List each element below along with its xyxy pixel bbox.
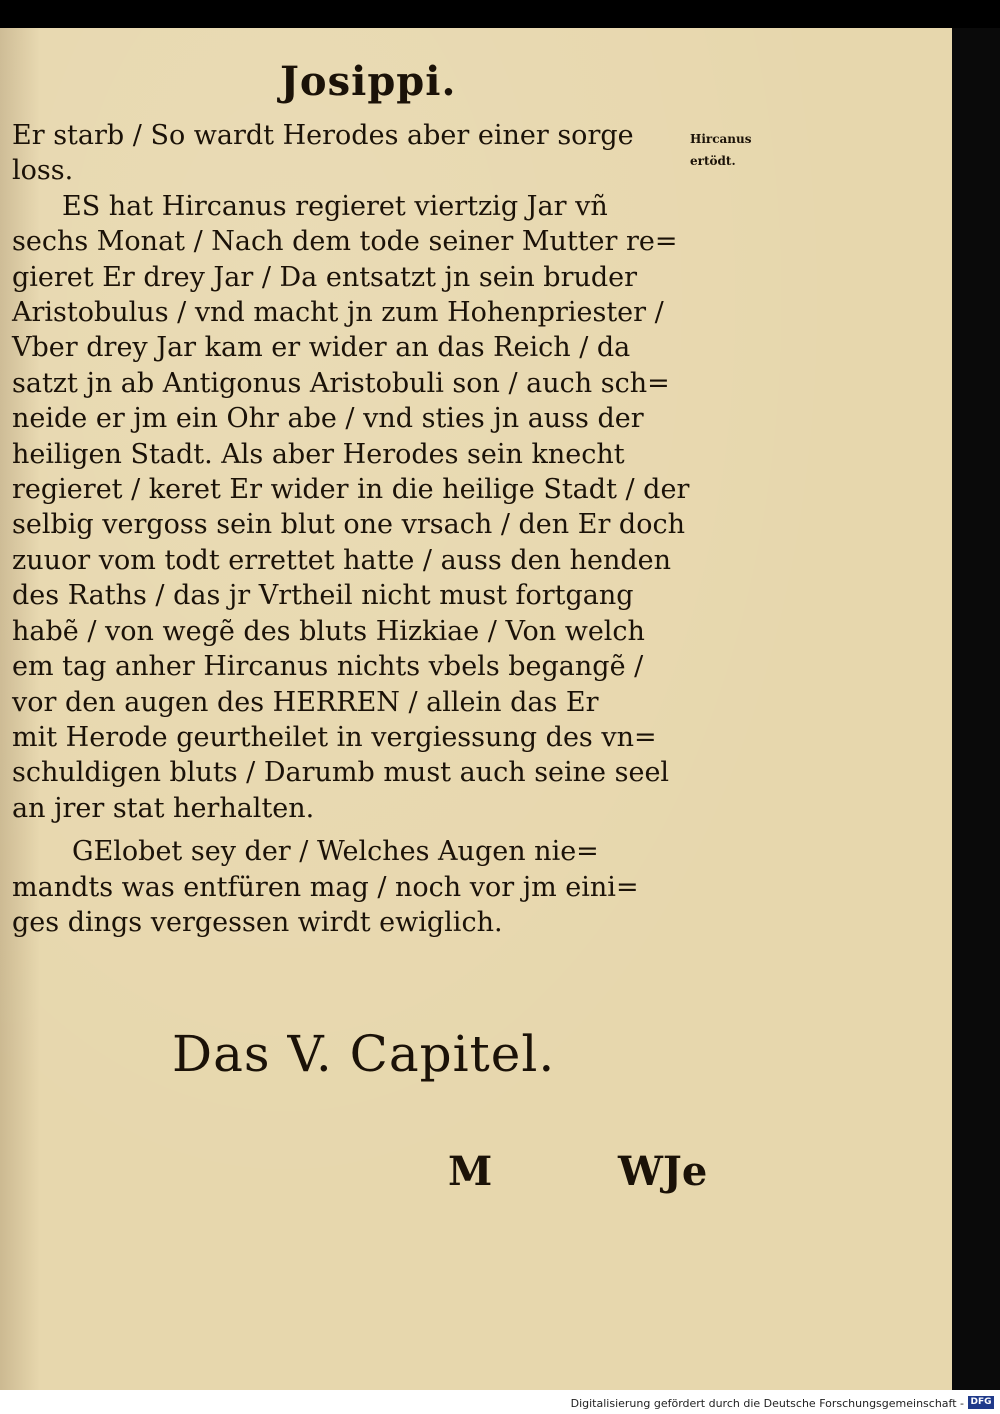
margin-note-line: ertödt. [690, 154, 736, 168]
text-line: habẽ / von wegẽ des bluts Hizkiae / Von welch [12, 615, 645, 647]
text-line: satzt jn ab Antigonus Aristobuli son / auch sch= [12, 367, 670, 399]
text-line: Er starb / So wardt Herodes aber einer sorge [12, 120, 634, 151]
text-line: zuuor vom todt errettet hatte / auss den henden [12, 544, 671, 576]
text-line: Vber drey Jar kam er wider an das Reich / da [12, 332, 631, 364]
text-line: GElobet sey der / Welches Augen nie= [72, 836, 599, 868]
dfg-logo: DFG [968, 1396, 994, 1409]
text-line: mit Herode geurtheilet in vergiessung des vn= [12, 721, 657, 753]
text-line: gieret Er drey Jar / Da entsatzt jn sein bruder [12, 261, 638, 293]
digitization-credit: Digitalisierung gefördert durch die Deutsche Forschungsgemeinschaft - [570, 1397, 964, 1410]
running-head: Josippi. [280, 58, 457, 105]
text-line: des Raths / das jr Vrtheil nicht must fortgang [12, 580, 634, 612]
text-line: sechs Monat / Nach dem tode seiner Mutter re= [12, 226, 678, 258]
chapter-heading: Das V. Capitel. [172, 1025, 556, 1083]
text-line: vor den augen des HERREN / allein das Er [12, 686, 599, 718]
scan-background [952, 28, 1000, 1390]
text-line: schuldigen bluts / Darumb must auch seine seel [12, 757, 670, 789]
text-line: Aristobulus / vnd macht jn zum Hohenpriester / [12, 297, 664, 329]
catchword-initial: M [448, 1148, 493, 1195]
text-line: mandts was entfüren mag / noch vor jm eini= [12, 871, 639, 903]
text-line: selbig vergoss sein blut one vrsach / den Er doch [12, 509, 685, 541]
margin-note [690, 128, 800, 172]
paragraph-1 [12, 189, 702, 826]
margin-note-line: Hircanus [690, 132, 752, 146]
text-line: ges dings vergessen wirdt ewiglich. [12, 906, 503, 938]
text-line: em tag anher Hircanus nichts vbels begangẽ / [12, 651, 644, 683]
text-line: regieret / keret Er wider in die heilige Stadt / der [12, 474, 690, 506]
text-line: neide er jm ein Ohr abe / vnd sties jn auss der [12, 403, 644, 435]
text-line: an jrer stat herhalten. [12, 792, 315, 824]
catchword: WJe [618, 1148, 708, 1195]
text-line: heiligen Stadt. Als aber Herodes sein knecht [12, 438, 625, 470]
paragraph-1-opening [12, 118, 702, 189]
text-line: ES hat Hircanus regieret viertzig Jar vñ [62, 190, 608, 222]
text-line: loss. [12, 155, 74, 187]
paragraph-2 [12, 834, 702, 940]
body-text [12, 118, 702, 940]
